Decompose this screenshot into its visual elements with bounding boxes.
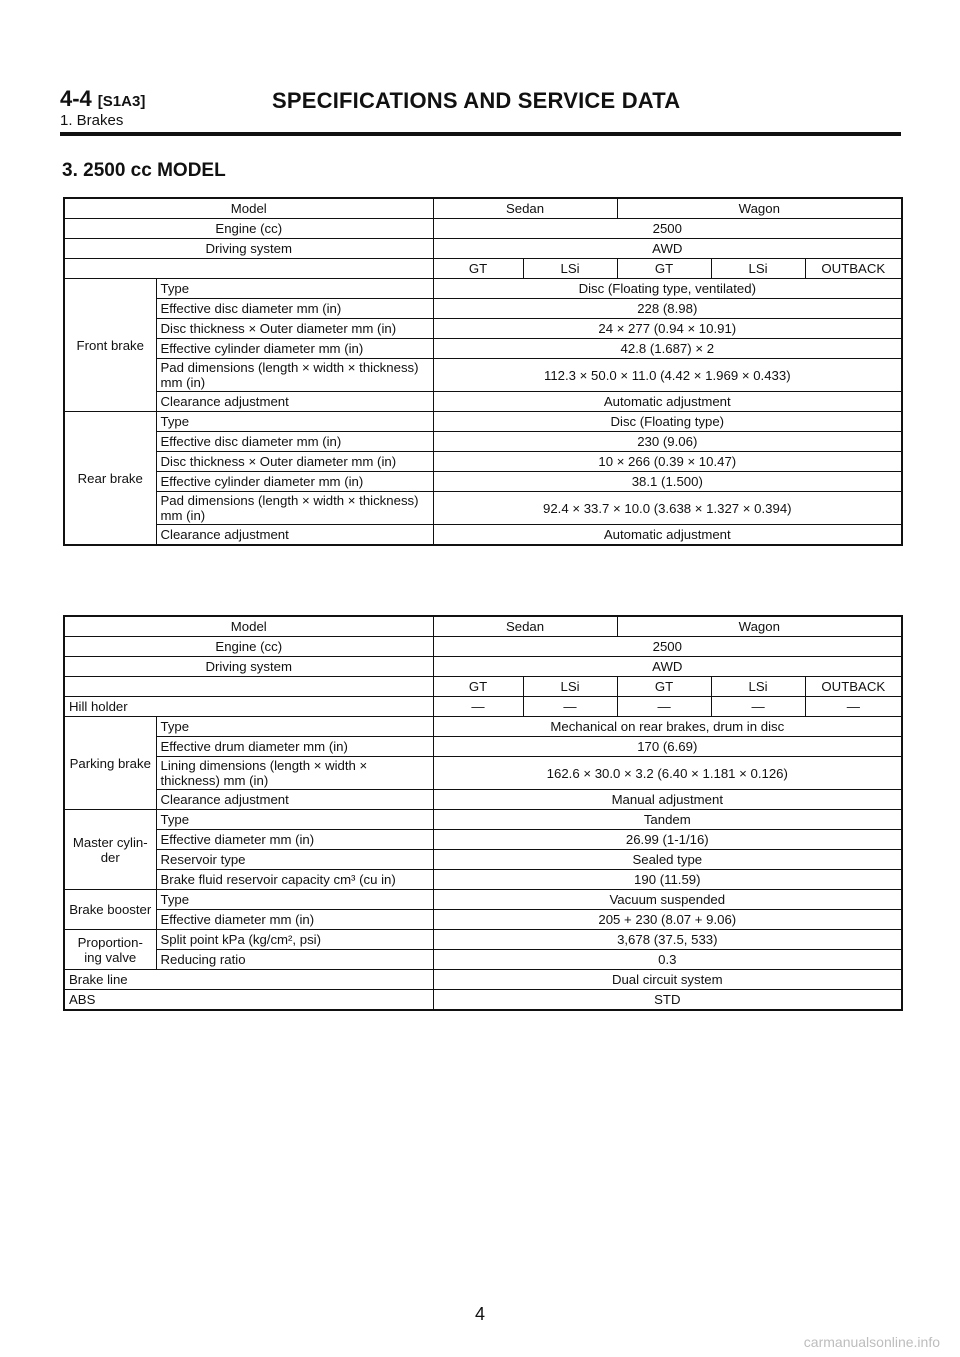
header-row (64, 219, 902, 239)
trim-value: — (523, 697, 617, 717)
trim-label: OUTBACK (805, 259, 902, 279)
trim-label: GT (617, 677, 711, 697)
spec-label: Brake fluid reservoir capacity cm³ (cu in) (156, 870, 433, 890)
header-row (64, 616, 902, 637)
trim-label: LSi (711, 259, 805, 279)
spec-value: Mechanical on rear brakes, drum in disc (433, 717, 902, 737)
spec-row (64, 452, 902, 472)
spec-value: Sealed type (433, 850, 902, 870)
spec-value: 170 (6.69) (433, 737, 902, 757)
group-label: Front brake (64, 279, 156, 412)
spec-label: Clearance adjustment (156, 525, 433, 546)
row-label: Brake line (64, 970, 433, 990)
spec-label: Type (156, 890, 433, 910)
row-value: Dual circuit system (433, 970, 902, 990)
spec-row (64, 319, 902, 339)
spec-label: Type (156, 717, 433, 737)
trim-value: — (617, 697, 711, 717)
trim-value: — (805, 697, 902, 717)
spec-row (64, 339, 902, 359)
row-value: AWD (433, 657, 902, 677)
spec-label: Lining dimensions (length × width × thickness) mm (in) (156, 757, 433, 790)
section-code: [S1A3] (97, 93, 146, 110)
trim-label: LSi (711, 677, 805, 697)
spec-value: Disc (Floating type) (433, 412, 902, 432)
spec-value: 0.3 (433, 950, 902, 970)
row-value: 2500 (433, 637, 902, 657)
section-heading: 3. 2500 cc MODEL (62, 160, 226, 181)
trim-label: GT (433, 677, 523, 697)
spec-row (64, 717, 902, 737)
spec-table-brakes (63, 197, 903, 546)
spec-row (64, 850, 902, 870)
page-subtitle: 1. Brakes (60, 112, 124, 129)
spec-label: Clearance adjustment (156, 392, 433, 412)
trim-label: GT (433, 259, 523, 279)
spec-label: Effective disc diameter mm (in) (156, 432, 433, 452)
spec-row (64, 279, 902, 299)
spec-label: Pad dimensions (length × width × thickness) mm (in) (156, 359, 433, 392)
spec-row (64, 492, 902, 525)
body-type: Wagon (617, 616, 902, 637)
spec-row (64, 737, 902, 757)
spec-row (64, 970, 902, 990)
spec-row (64, 432, 902, 452)
spec-label: Effective drum diameter mm (in) (156, 737, 433, 757)
spec-row (64, 890, 902, 910)
spec-row (64, 830, 902, 850)
spec-label: Pad dimensions (length × width × thickness) mm (in) (156, 492, 433, 525)
spec-label: Disc thickness × Outer diameter mm (in) (156, 452, 433, 472)
row-value: 2500 (433, 219, 902, 239)
spec-row (64, 757, 902, 790)
spec-row (64, 299, 902, 319)
spec-value: 3,678 (37.5, 533) (433, 930, 902, 950)
spec-row (64, 359, 902, 392)
row-value: AWD (433, 239, 902, 259)
spec-value: 228 (8.98) (433, 299, 902, 319)
trim-value: — (433, 697, 523, 717)
spec-row (64, 472, 902, 492)
spec-label: Effective disc diameter mm (in) (156, 299, 433, 319)
spec-value: 42.8 (1.687) × 2 (433, 339, 902, 359)
spec-label: Effective diameter mm (in) (156, 830, 433, 850)
group-label: Parking brake (64, 717, 156, 810)
spec-label: Clearance adjustment (156, 790, 433, 810)
header-row (64, 657, 902, 677)
spec-label: Effective cylinder diameter mm (in) (156, 339, 433, 359)
blank-cell (64, 259, 433, 279)
header-row (64, 637, 902, 657)
spec-label: Reducing ratio (156, 950, 433, 970)
body-type: Wagon (617, 198, 902, 219)
group-label: Rear brake (64, 412, 156, 546)
spec-value: 38.1 (1.500) (433, 472, 902, 492)
trim-label: OUTBACK (805, 677, 902, 697)
trim-value: — (711, 697, 805, 717)
row-label: Engine (cc) (64, 219, 433, 239)
group-label: Master cylin- der (64, 810, 156, 890)
trim-row (64, 677, 902, 697)
trim-label: LSi (523, 259, 617, 279)
spec-row (64, 990, 902, 1011)
spec-row (64, 525, 902, 546)
spec-value: 162.6 × 30.0 × 3.2 (6.40 × 1.181 × 0.126) (433, 757, 902, 790)
body-type: Sedan (433, 616, 617, 637)
spec-row (64, 870, 902, 890)
watermark: carmanualsonline.info (803, 1334, 940, 1350)
spec-row (64, 930, 902, 950)
spec-label: Reservoir type (156, 850, 433, 870)
spec-value: 10 × 266 (0.39 × 10.47) (433, 452, 902, 472)
trim-row (64, 259, 902, 279)
spec-value: Manual adjustment (433, 790, 902, 810)
spec-label: Type (156, 810, 433, 830)
trim-label: LSi (523, 677, 617, 697)
header-rule (60, 132, 901, 136)
row-label: Model (64, 616, 433, 637)
spec-value: Automatic adjustment (433, 525, 902, 546)
spec-label: Split point kPa (kg/cm², psi) (156, 930, 433, 950)
page-number: 4 (474, 1304, 485, 1324)
spec-label: Type (156, 279, 433, 299)
spec-value: Tandem (433, 810, 902, 830)
page-title: SPECIFICATIONS AND SERVICE DATA (272, 88, 681, 113)
spec-value: 190 (11.59) (433, 870, 902, 890)
row-label: ABS (64, 990, 433, 1011)
row-label: Hill holder (64, 697, 433, 717)
group-label: Proportion- ing valve (64, 930, 156, 970)
spec-row (64, 392, 902, 412)
spec-label: Type (156, 412, 433, 432)
spec-value: Vacuum suspended (433, 890, 902, 910)
blank-cell (64, 677, 433, 697)
spec-row (64, 412, 902, 432)
header-row (64, 198, 902, 219)
row-label: Engine (cc) (64, 637, 433, 657)
spec-row (64, 790, 902, 810)
page-code-number: 4-4 (60, 86, 92, 111)
spec-label: Effective cylinder diameter mm (in) (156, 472, 433, 492)
spec-value: 92.4 × 33.7 × 10.0 (3.638 × 1.327 × 0.394) (433, 492, 902, 525)
page-code (60, 86, 145, 112)
group-label: Brake booster (64, 890, 156, 930)
spec-table-brake-systems (63, 615, 903, 1011)
spec-value: 112.3 × 50.0 × 11.0 (4.42 × 1.969 × 0.433) (433, 359, 902, 392)
body-type: Sedan (433, 198, 617, 219)
spec-row (64, 810, 902, 830)
trim-label: GT (617, 259, 711, 279)
row-label: Model (64, 198, 433, 219)
spec-label: Effective diameter mm (in) (156, 910, 433, 930)
spec-label: Disc thickness × Outer diameter mm (in) (156, 319, 433, 339)
spec-value: Automatic adjustment (433, 392, 902, 412)
spec-value: 205 + 230 (8.07 + 9.06) (433, 910, 902, 930)
row-value: STD (433, 990, 902, 1011)
row-label: Driving system (64, 657, 433, 677)
spec-row (64, 697, 902, 717)
spec-value: 24 × 277 (0.94 × 10.91) (433, 319, 902, 339)
spec-row (64, 910, 902, 930)
spec-row (64, 950, 902, 970)
spec-value: Disc (Floating type, ventilated) (433, 279, 902, 299)
header-row (64, 239, 902, 259)
row-label: Driving system (64, 239, 433, 259)
spec-value: 26.99 (1-1/16) (433, 830, 902, 850)
spec-value: 230 (9.06) (433, 432, 902, 452)
